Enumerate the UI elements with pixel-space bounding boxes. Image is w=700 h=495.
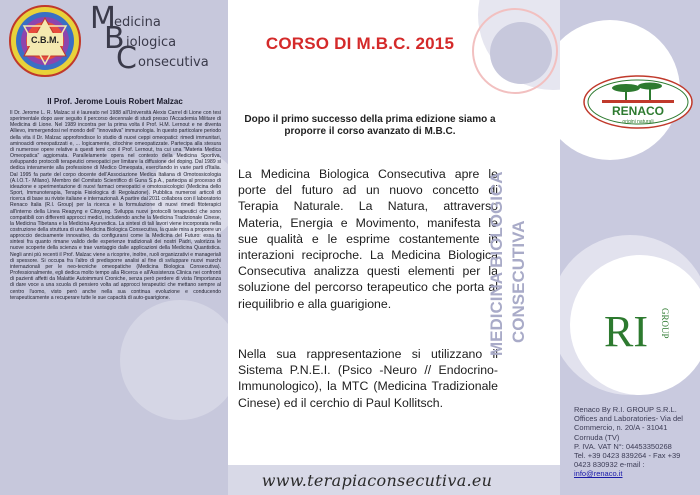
vertical-title-line2: CONSECUTIVA — [509, 220, 528, 343]
sponsor-panel — [560, 0, 700, 495]
cbm-logo-text: C.B.M. — [31, 35, 59, 45]
course-panel — [228, 0, 560, 495]
renaco-logo — [582, 74, 694, 130]
course-title: CORSO DI M.B.C. 2015 — [265, 34, 455, 53]
company-address: Offices and Laboratories- Via del Commercio, n. 20/A - 31041 Cornuda (TV) — [574, 414, 683, 442]
company-info — [574, 405, 698, 479]
author-name: Il Prof. Jerome Louis Robert Malzac — [47, 97, 183, 106]
ri-group-logo — [604, 300, 670, 360]
author-bio: Il Dr. Jerome L. R. Malzac si è laureato nel 1988 all'Università Alexis Carrel di Lione con tesi sperimentale dopo aver seguito il percorso decennale di studi presso l'Accademia Militare di Medicina di Lione. Nel 1989 incontra per la prima volta il Prof. H.M. Lernout e ne diventa Allievo, immergendosi nel mondo dell' "innovativa" immunologia. In questo particolare periodo della vita il Dr. Malzac approfondisce lo studio di nuovi ceppi omeopatici: rimedi immunitari, aminoacidi omeopatizzati e, ... logicamente, citochine omeopatizzate. Partecipa alla stesura di numerose opere relative a questi temi con il Prof. Lernout, tra cui una "Materia Medica Omeopatica" aggiornata. Parallelamente opera nel contesto della Medicina Sportiva, sviluppando protocolli terapeutici omeopatici per limitare la diffusione del doping. Dal 1989 si dedica interamente alla professione di Medico Omeopata, esercitando in varie parti d'Italia. Dal 1995 fa parte del corpo docente dell'Associazione Medica Italiana di Omotossicologia (A.I.O.T.- Milano). Membro del Comitato Scientifico di Guna S.p.A., partecipa al processo di ideazione e sperimentazione di nuovi farmaci omeopatici e omotossicologici (Medicina dello Sport, Immunoterapia, Terapia Fisiologica di Regolazione). Pubblica numerosi articoli di ricerca di base su riviste italiane e internazionali. A partire dal 2011 collabora con il laboratorio Renaco Italia (R.I. Group) per la ricerca e la formulazione di nuovi rimedi fitoterapici all'interno della Linea Reapyng e Citoyang. Sviluppa nuovi protocolli terapeutici che sono compatibili con differenti approcci medici, includendo anche la Medicina Tradizionale Cinese, la Medicina Tibetana e la Medicina Ayurvedica. La sintesi di tali lavori viene incorporata nella costruzione della struttura di una Medicina Biologica Consecutiva, la quale mira a proporre un approccio decisamente innovativo, da configurarsi come la Medicina del Futuro: essa fa sintesi fra quanto rimane valido delle esperienze tradizionali dei nostri Padri, valorizza le nuove scoperte della scienza e trae vantaggio dalle applicazioni della Medicina Quantistica. Negli anni più recenti il Prof. Malzac viene a ricoprire, inoltre, ruoli organizzativi e manageriali di spessore. Si occupa fra l'altro di predisporre analisi al fine di sviluppare nuovi marchi internazionali per le neo-tecniche omeopatiche (Medicina Biologica Consecutiva). Professionalmente, egli dedica molto tempo alla Ricerca e all'Assistenza Clinica nei confronti di pazienti affetti da Malattie Autoimmuni Croniche, senza però perdere di vista l'importanza di dare voce a una scuola di pensiero volta ad approcci terapeutici che mettano sempre al centro l'uomo, visto però anche nella sua continua evoluzione e conducendo terapeuticamente a recuperare tutte le sue capacità di auto-guarigione. — [10, 110, 221, 301]
brand-word-medicina: edicina — [114, 15, 161, 30]
brand-word-consecutiva: onsecutiva — [138, 55, 209, 70]
ri-initials: RI — [604, 307, 648, 356]
vertical-title — [474, 168, 534, 358]
company-vat: P. IVA. VAT N°: 04453350268 — [574, 441, 672, 451]
brand-letter-c: C — [116, 41, 137, 76]
brand-letter-m: M — [90, 1, 116, 36]
brand-word-biologica: iologica — [126, 35, 177, 50]
decor-circle — [490, 22, 552, 84]
vertical-title-line1: MEDICINA BIOLOGICA — [487, 171, 506, 356]
company-phone: Tel. +39 0423 839264 - Fax +39 0423 830932 e-mail : — [574, 451, 681, 470]
website-url: www.terapiaconsecutiva.eu — [261, 471, 493, 490]
renaco-tagline: origini naturali — [622, 119, 654, 125]
ri-group-word: GROUP — [660, 308, 670, 339]
cbm-logo — [8, 4, 82, 78]
brand-wordmark — [90, 1, 228, 76]
intro-paragraph: La Medicina Biologica Consecutiva apre le porte del futuro ad un nuovo concetto di Terapia Naturale. La Natura, attraverso Materia, Energia e Movimento, manifesta le sue qualità e le esprime costantemente in interazioni reciproche. La Medicina Biologica Consecutiva analizza questi elementi per la soluzione del percorso terapeutico che porta al riequilibrio e alla guarigione. — [238, 167, 498, 311]
brand-letter-b: B — [104, 21, 125, 56]
methods-paragraph: Nella sua rappresentazione si utilizzano il Sistema P.N.E.I. (Psico -Neuro // Endocrino-Immunologico), la MTC (Medicina Tradizionale Cinese) ed il cerchio di Paul Kollitsch. — [238, 347, 498, 410]
author-panel — [0, 0, 228, 495]
company-email-link[interactable]: info@renaco.it — [574, 469, 623, 479]
company-name: Renaco By R.I. GROUP S.R.L. — [574, 405, 677, 414]
course-subtitle: Dopo il primo successo della prima edizione siamo a proporre il corso avanzato di M.B.C. — [244, 114, 496, 137]
renaco-name: RENACO — [611, 104, 665, 118]
